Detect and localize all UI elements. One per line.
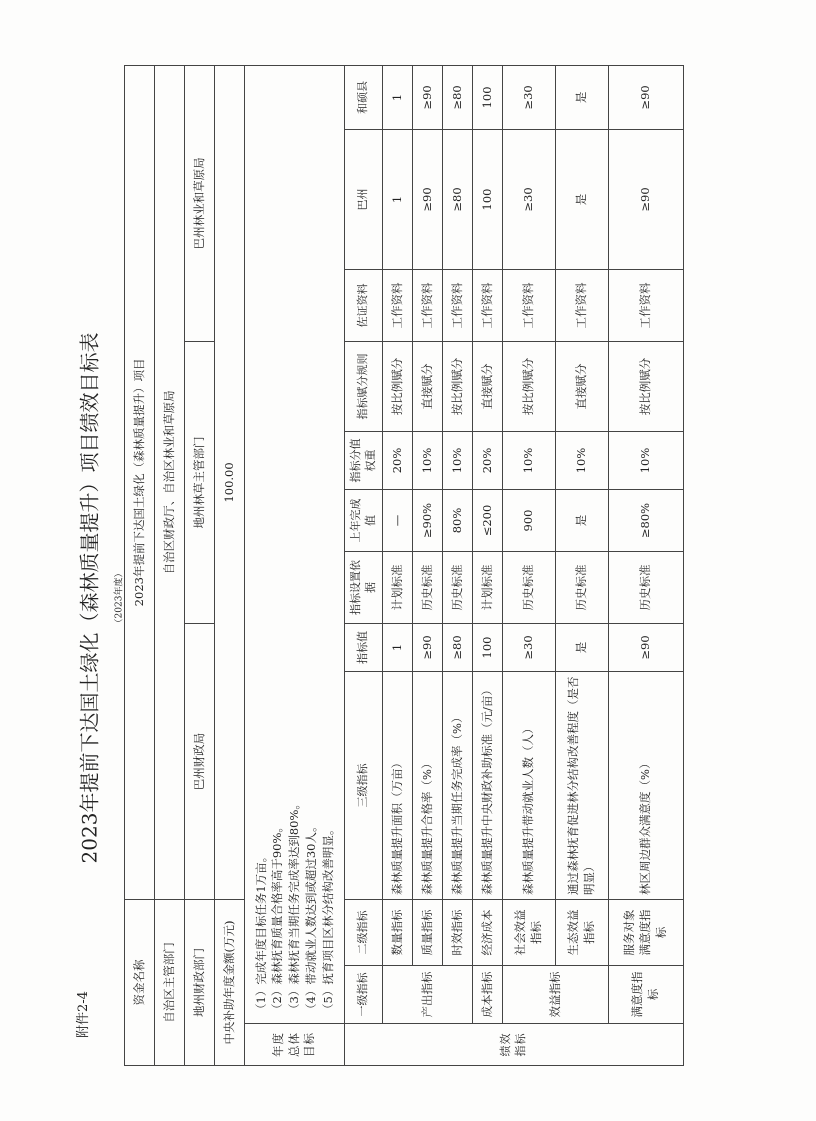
evidence-cell: 工作资料 <box>413 269 443 341</box>
group-benefit: 效益指标 <box>503 966 608 1024</box>
header-cell: 上年完成值 <box>345 489 383 551</box>
annual-goal-row <box>245 65 345 1065</box>
table-row <box>443 65 473 1065</box>
weight-cell: 20% <box>473 431 503 489</box>
header-cell: 指标分值权重 <box>345 431 383 489</box>
rule-cell: 按比例赋分 <box>383 341 413 431</box>
group-satisfaction: 满意度指标 <box>608 966 684 1024</box>
heshuo-cell: ≥90 <box>413 65 443 129</box>
region-dept-label: 自治区主管部门 <box>155 899 185 1065</box>
evidence-cell: 工作资料 <box>473 269 503 341</box>
bazhou-cell: 1 <box>383 129 413 269</box>
l2-cell: 质量指标 <box>413 899 443 965</box>
weight-cell: 10% <box>503 431 556 489</box>
l3-cell: 森林质量提升带动就业人数（人） <box>503 671 556 899</box>
annual-goal-line: （1）完成年度目标任务1万亩。 <box>253 850 268 1015</box>
annual-goal-line: （5）抚育项目区林分结构改善明显。 <box>320 823 335 1015</box>
value-cell: ≥90 <box>608 623 684 671</box>
bazhou-cell: ≥30 <box>503 129 556 269</box>
heshuo-cell: ≥30 <box>503 65 556 129</box>
basis-cell: 历史标准 <box>555 551 608 623</box>
group-cost: 成本指标 <box>473 966 503 1024</box>
weight-cell: 20% <box>383 431 413 489</box>
amount-label: 中央补助年度金额(万元) <box>215 899 245 1065</box>
evidence-cell: 工作资料 <box>608 269 684 341</box>
basis-cell: 计划标准 <box>383 551 413 623</box>
weight-cell: 10% <box>443 431 473 489</box>
annual-goal-line: （3）森林抚育当期任务完成率达到80%。 <box>287 798 302 1015</box>
l3-cell: 森林质量提升面积（万亩） <box>383 671 413 899</box>
basis-cell: 历史标准 <box>608 551 684 623</box>
header-cell: 指标设置依据 <box>345 551 383 623</box>
prev-cell: ≥90% <box>413 489 443 551</box>
prefecture-dept-row <box>185 65 215 1065</box>
header-cell: 指标赋分规则 <box>345 341 383 431</box>
bazhou-cell: 是 <box>555 129 608 269</box>
prev-cell: 900 <box>503 489 556 551</box>
performance-table <box>124 65 684 1066</box>
annual-goal-line: （4）带动就业人数达到或超过30人。 <box>303 820 318 1015</box>
annual-goal-content <box>245 65 345 1023</box>
prev-cell: — <box>383 489 413 551</box>
header-cell: 和硕县 <box>345 65 383 129</box>
basis-cell: 计划标准 <box>473 551 503 623</box>
annual-goal-line: （2）森林抚育质量合格率高于90%。 <box>270 821 285 1015</box>
fund-name-row <box>125 65 155 1065</box>
prev-cell: ≤200 <box>473 489 503 551</box>
region-dept-value: 自治区财政厅、自治区林业和草原局 <box>155 65 185 899</box>
evidence-cell: 工作资料 <box>443 269 473 341</box>
rule-cell: 按比例赋分 <box>443 341 473 431</box>
prefecture-finance-label: 地州财政部门 <box>185 899 215 1065</box>
rule-cell: 按比例赋分 <box>503 341 556 431</box>
heshuo-cell: ≥80 <box>443 65 473 129</box>
fund-name-value: 2023年提前下达国土绿化（森林质量提升）项目 <box>125 65 155 899</box>
header-cell: 三级指标 <box>345 671 383 899</box>
l2-cell: 经济成本 <box>473 899 503 965</box>
heshuo-cell: 100 <box>473 65 503 129</box>
basis-cell: 历史标准 <box>443 551 473 623</box>
evidence-cell: 工作资料 <box>555 269 608 341</box>
table-row <box>413 65 443 1065</box>
bazhou-cell: ≥90 <box>608 129 684 269</box>
heshuo-cell: 1 <box>383 65 413 129</box>
l2-cell: 社会效益指标 <box>503 899 556 965</box>
l2-cell: 生态效益指标 <box>555 899 608 965</box>
l3-cell: 森林质量提升当期任务完成率（%） <box>443 671 473 899</box>
value-cell: 1 <box>383 623 413 671</box>
l2-cell: 数量指标 <box>383 899 413 965</box>
prefecture-dept-label: 地州林草主管部门 <box>185 341 215 623</box>
value-cell: 是 <box>555 623 608 671</box>
rule-cell: 直接赋分 <box>473 341 503 431</box>
basis-cell: 历史标准 <box>413 551 443 623</box>
value-cell: ≥30 <box>503 623 556 671</box>
annual-goal-label: 年度总体目标 <box>245 1024 345 1066</box>
table-header-row <box>345 65 383 1065</box>
basis-cell: 历史标准 <box>503 551 556 623</box>
prev-cell: 80% <box>443 489 473 551</box>
header-cell: 巴州 <box>345 129 383 269</box>
table-row <box>383 65 413 1065</box>
l3-cell: 森林质量提升合格率（%） <box>413 671 443 899</box>
value-cell: ≥90 <box>413 623 443 671</box>
bazhou-cell: ≥90 <box>413 129 443 269</box>
value-cell: 100 <box>473 623 503 671</box>
perf-indicator-label: 绩效指标 <box>345 1024 684 1066</box>
heshuo-cell: ≥90 <box>608 65 684 129</box>
l3-cell: 森林质量提升中央财政补助标准（元/亩） <box>473 671 503 899</box>
rule-cell: 直接赋分 <box>555 341 608 431</box>
prev-cell: 是 <box>555 489 608 551</box>
evidence-cell: 工作资料 <box>503 269 556 341</box>
fund-name-label: 资金名称 <box>125 899 155 1065</box>
region-dept-row <box>155 65 185 1065</box>
table-row <box>473 65 503 1065</box>
l2-cell: 服务对象满意度指标 <box>608 899 684 965</box>
prev-cell: ≥80% <box>608 489 684 551</box>
header-cell: 指标值 <box>345 623 383 671</box>
performance-table-wrapper <box>124 66 684 1066</box>
l2-cell: 时效指标 <box>443 899 473 965</box>
weight-cell: 10% <box>608 431 684 489</box>
amount-value: 100.00 <box>215 65 245 899</box>
l3-cell: 通过森林抚育促进林分结构改善程度（是否明显） <box>555 671 608 899</box>
amount-row <box>215 65 245 1065</box>
weight-cell: 10% <box>413 431 443 489</box>
header-cell: 一级指标 <box>345 966 383 1024</box>
header-cell: 二级指标 <box>345 899 383 965</box>
prefecture-dept-value: 巴州林业和草原局 <box>185 65 215 341</box>
prefecture-finance-value: 巴州财政局 <box>185 623 215 899</box>
header-cell: 佐证资料 <box>345 269 383 341</box>
bazhou-cell: 100 <box>473 129 503 269</box>
rule-cell: 直接赋分 <box>413 341 443 431</box>
evidence-cell: 工作资料 <box>383 269 413 341</box>
table-row <box>608 65 684 1065</box>
table-row <box>555 65 608 1065</box>
value-cell: ≥80 <box>443 623 473 671</box>
l3-cell: 林区周边群众满意度（%） <box>608 671 684 899</box>
attachment-label: 附件2-4 <box>76 991 91 1038</box>
bazhou-cell: ≥80 <box>443 129 473 269</box>
document-subtitle: （2023年度） <box>114 568 125 628</box>
rule-cell: 按比例赋分 <box>608 341 684 431</box>
weight-cell: 10% <box>555 431 608 489</box>
heshuo-cell: 是 <box>555 65 608 129</box>
group-output: 产出指标 <box>383 966 473 1024</box>
document-title: 2023年提前下达国土绿化（森林质量提升）项目绩效目标表 <box>77 332 102 864</box>
table-row <box>503 65 556 1065</box>
